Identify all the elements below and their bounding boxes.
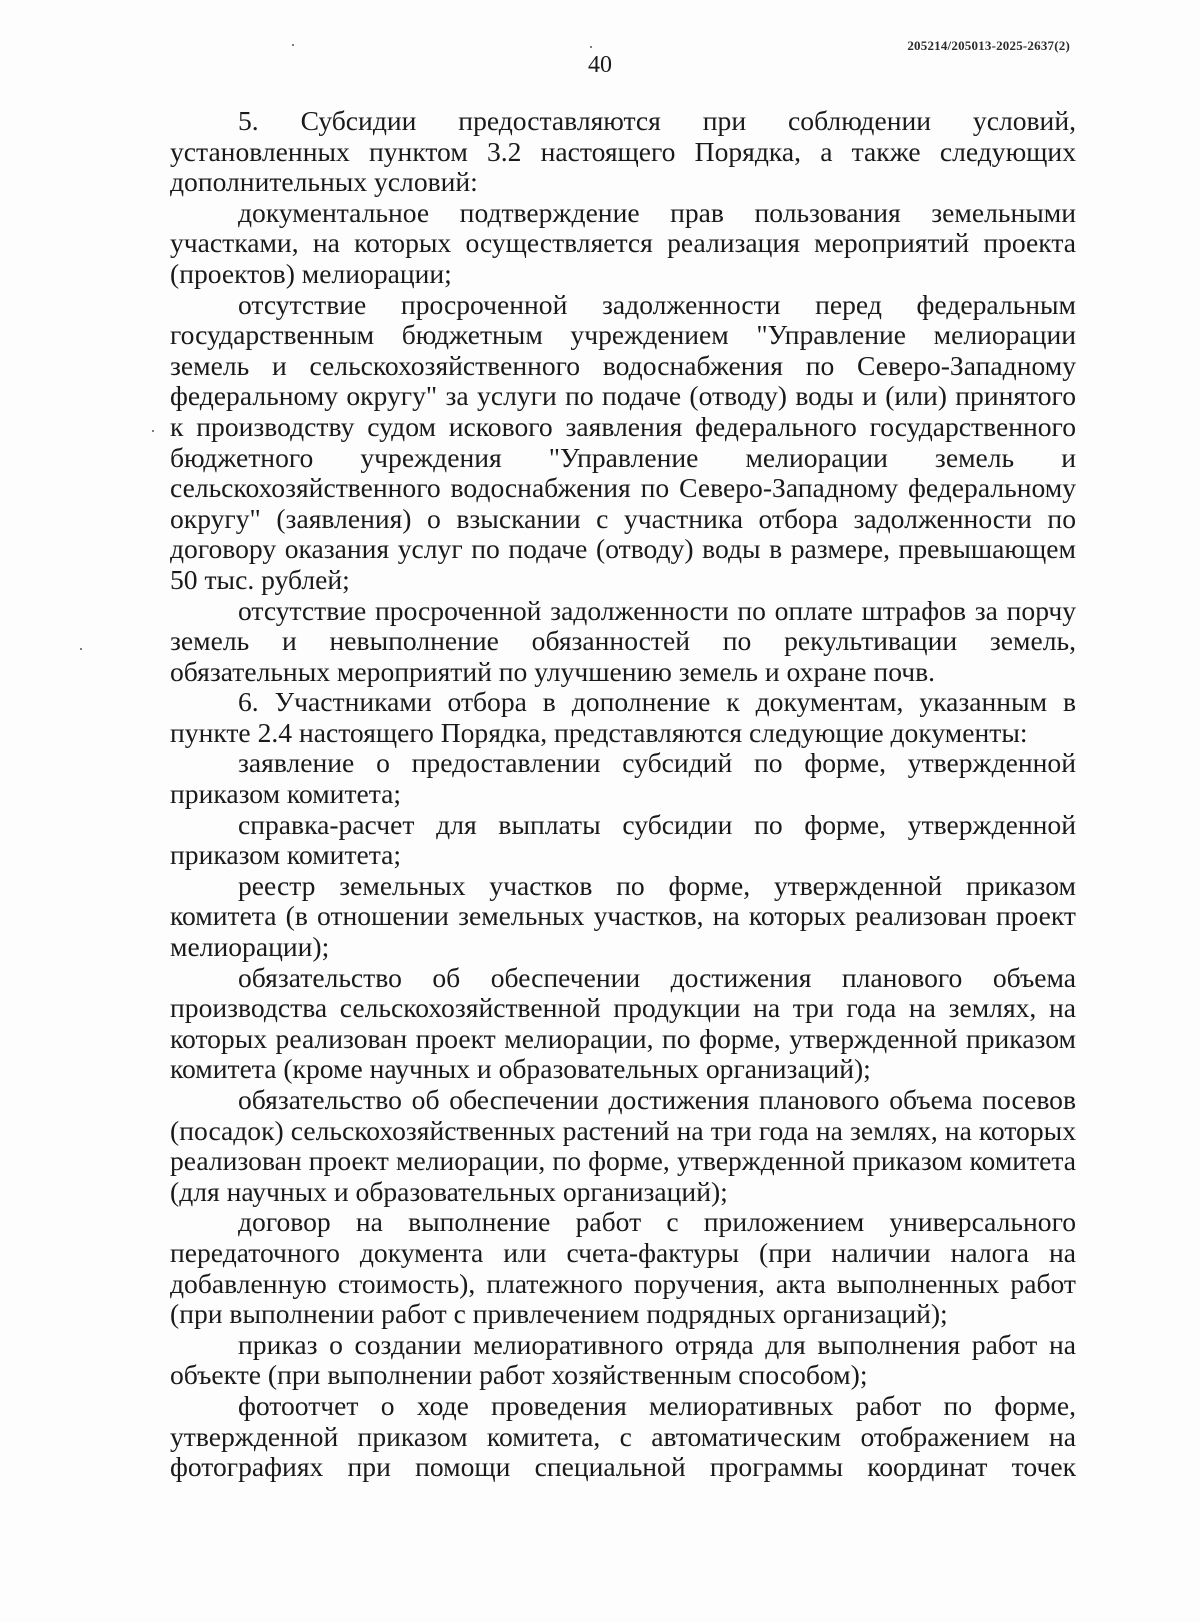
paragraph-calculation-certificate: справка-расчет для выплаты субсидии по форме, утвержденной приказом комитета;	[170, 808, 1076, 871]
paragraph-no-debt-water-supply: отсутствие просроченной задолженности перед федеральным государственным бюджетным учреждением "Управление мелиорации земель и сельскохозяйственного водоснабжения по Северо-Западному федеральному округу" за услуги по подаче (отводу) воды и (или) принятого к производству судом искового заявления федерального государственного бюджетного учреждения "Управление мелиорации земель и сельскохозяйственного водоснабжения по Северо-Западному федеральному округу" (заявления) о взыскании с участника отбора задолженности по договору оказания услуг по подаче (отводу) воды в размере, превышающем 50 тыс. рублей;	[170, 288, 1076, 595]
paragraph-reclamation-team-order: приказ о создании мелиоративного отряда для выполнения работ на объекте (при выполнении работ хозяйственным способом);	[170, 1328, 1076, 1391]
document-registration-number: 205214/205013-2025-2637(2)	[907, 38, 1070, 53]
paragraph-no-debt-fines: отсутствие просроченной задолженности по оплате штрафов за порчу земель и невыполнение обязанностей по рекультивации земель, обязательных мероприятий по улучшению земель и охране почв.	[170, 594, 1076, 687]
paragraph-works-contract: договор на выполнение работ с приложением универсального передаточного документа или счета-фактуры (при наличии налога на добавленную стоимость), платежного поручения, акта выполненных работ (при выполнении работ с привлечением подрядных организаций);	[170, 1206, 1076, 1330]
paragraph-production-obligation: обязательство об обеспечении достижения планового объема производства сельскохозяйственной продукции на три года на землях, на которых реализован проект мелиорации, по форме, утвержденной приказом комитета (кроме научных и образовательных организаций);	[170, 961, 1076, 1085]
paragraph-sowing-obligation: обязательство об обеспечении достижения планового объема посевов (посадок) сельскохозяйственных растений на три года на землях, на которых реализован проект мелиорации, по форме, утвержденной приказом комитета (для научных и образовательных организаций);	[170, 1084, 1076, 1207]
scan-speck	[292, 44, 294, 46]
paragraph-photo-report: фотоотчет о ходе проведения мелиоративных работ по форме, утвержденной приказом комитета, с автоматическим отображением на фотографиях при помощи специальной программы координат точек	[170, 1389, 1076, 1483]
paragraph-clause-5: 5. Субсидии предоставляются при соблюдении условий, установленных пунктом 3.2 настоящего Порядка, а также следующих дополнительных условий:	[170, 105, 1076, 198]
page-number: 40	[588, 52, 612, 78]
paragraph-land-rights-condition: документальное подтверждение прав пользования земельными участками, на которых осуществляется реализация мероприятий проекта (проектов) мелиорации;	[170, 196, 1076, 289]
scan-speck	[590, 46, 592, 48]
paragraph-subsidy-application: заявление о предоставлении субсидий по форме, утвержденной приказом комитета;	[170, 747, 1076, 810]
scan-speck	[80, 648, 82, 650]
scan-speck	[152, 430, 154, 432]
paragraph-land-plot-register: реестр земельных участков по форме, утвержденной приказом комитета (в отношении земельных участков, на которых реализован проект мелиорации);	[170, 869, 1076, 963]
paragraph-clause-6: 6. Участниками отбора в дополнение к документам, указанным в пункте 2.4 настоящего Порядка, представляются следующие документы:	[170, 686, 1076, 748]
document-body	[170, 106, 1076, 1483]
